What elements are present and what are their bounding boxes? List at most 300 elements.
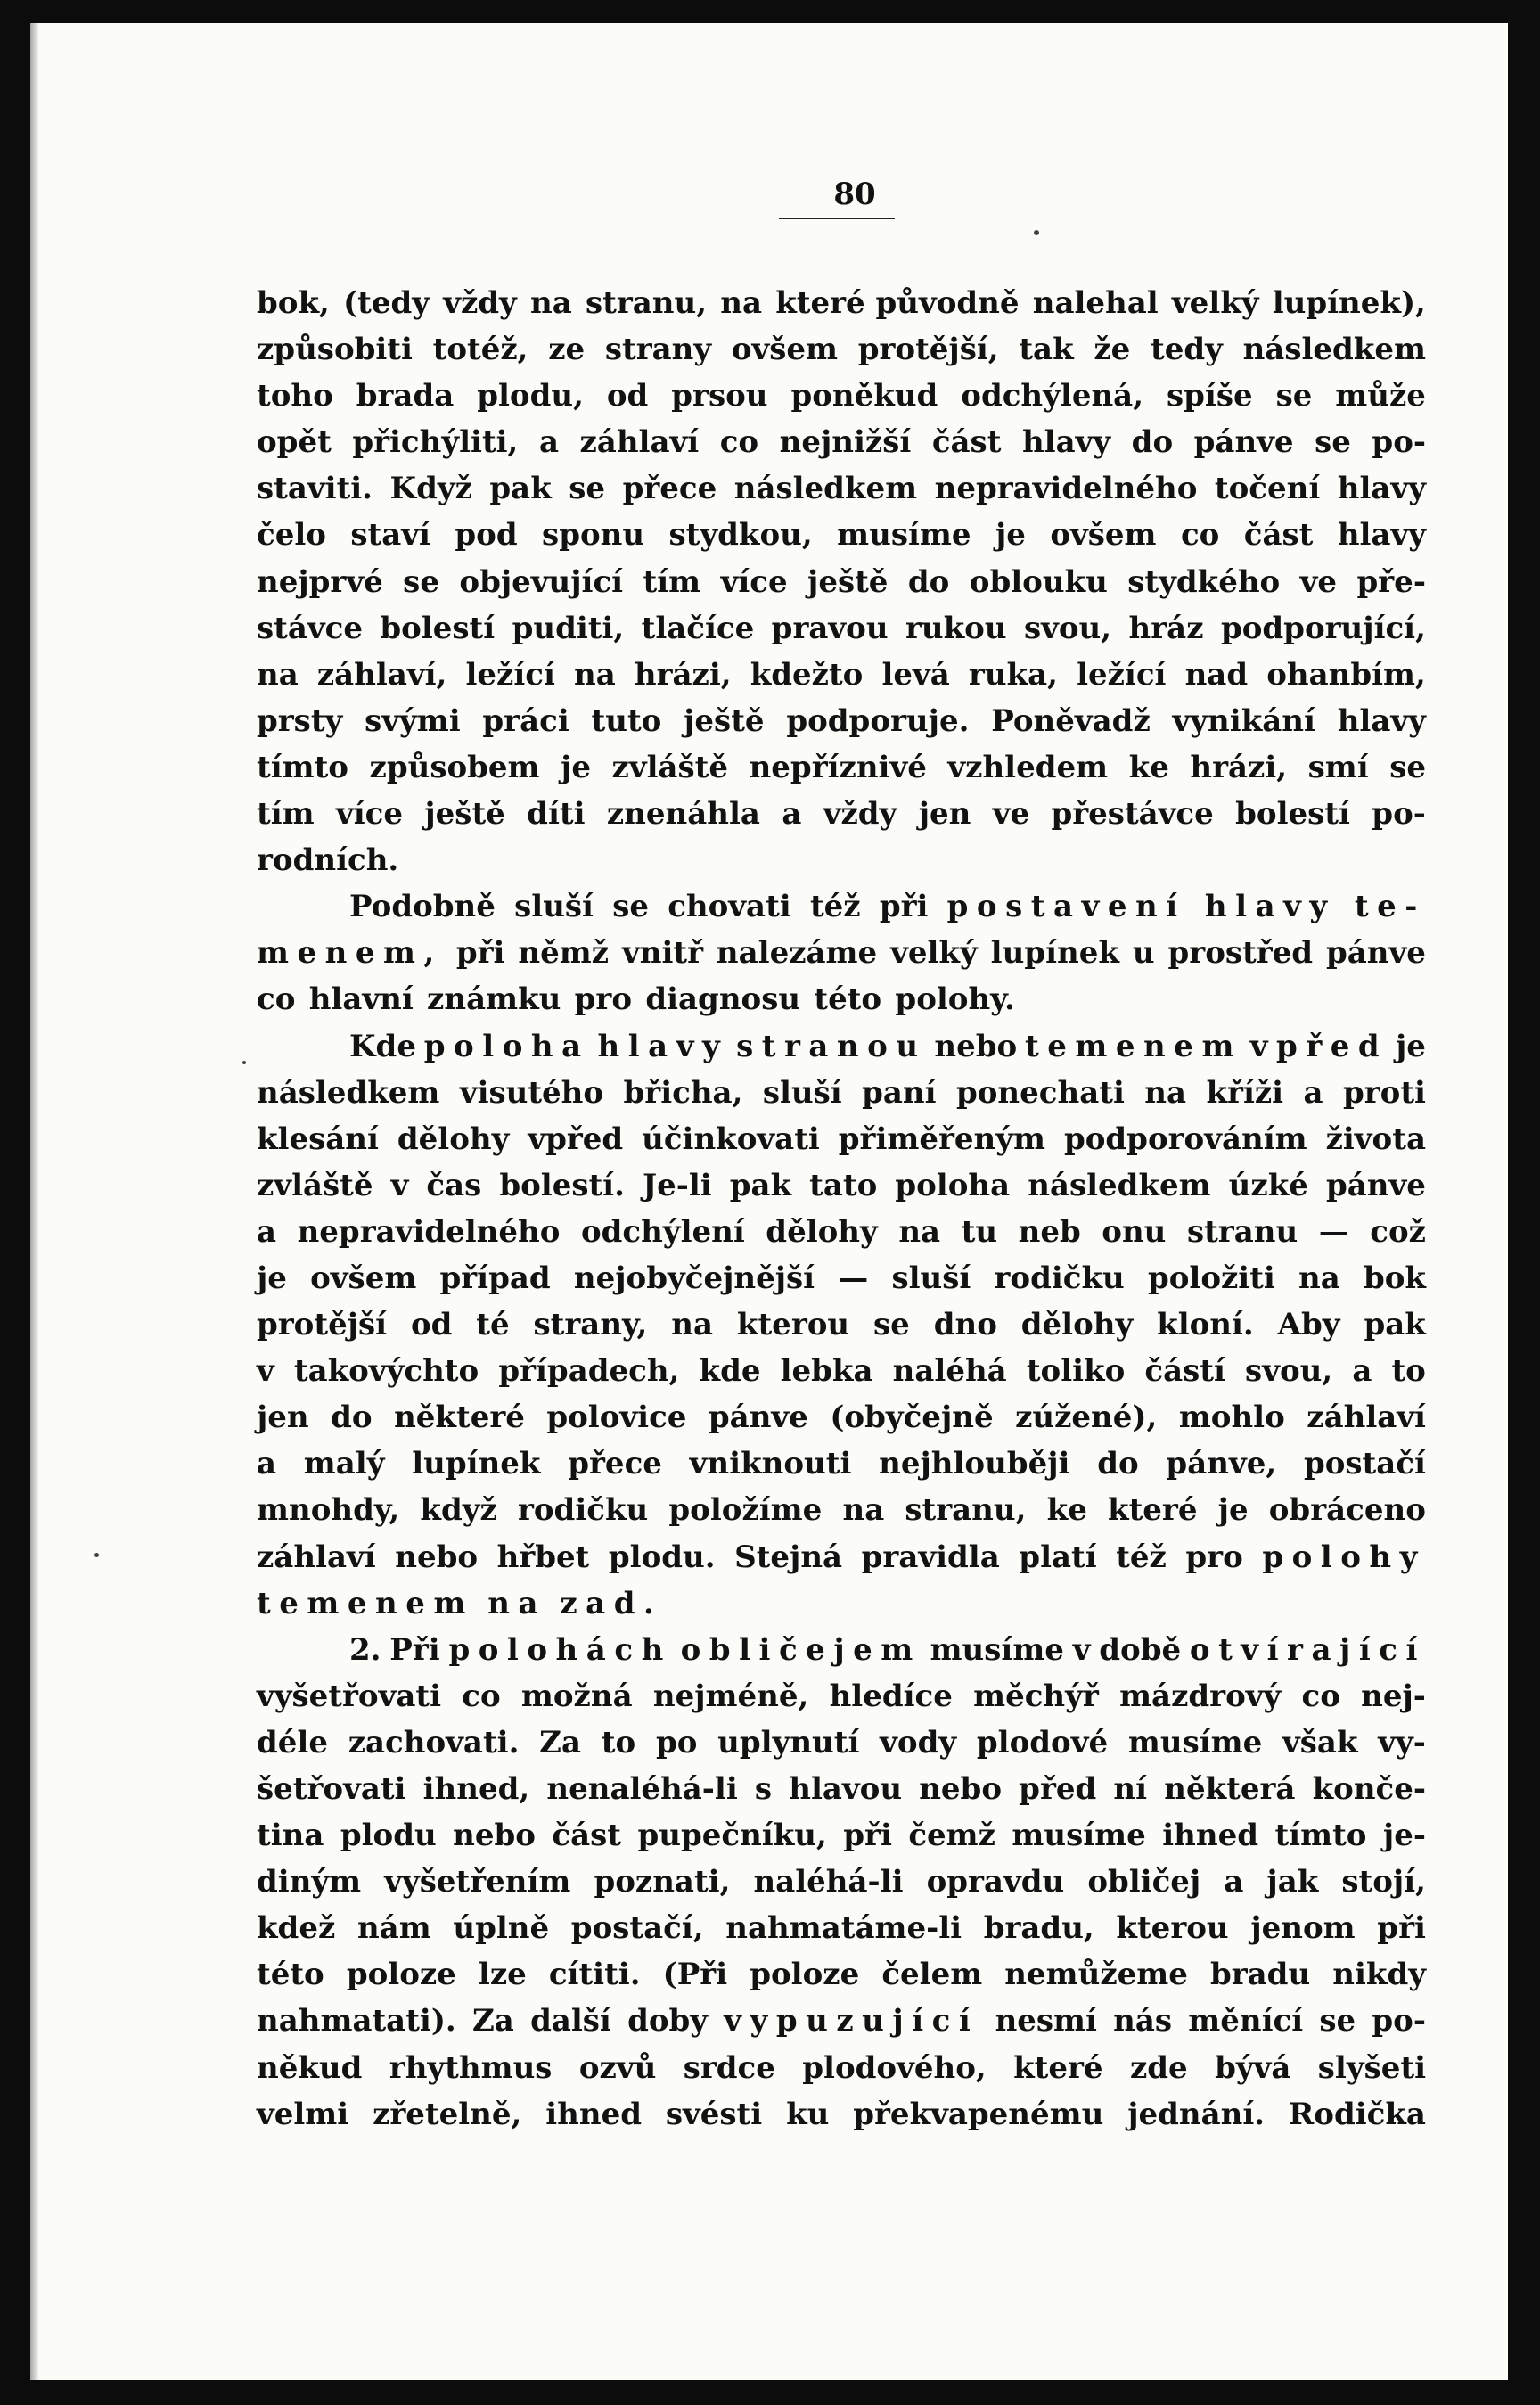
word: kříži	[1206, 1074, 1284, 1111]
word: platí	[1019, 1539, 1097, 1575]
word: velký	[1171, 285, 1259, 321]
body-text	[257, 280, 1426, 2138]
word: pře-	[1356, 563, 1426, 600]
word: vždy	[823, 796, 897, 833]
text-line	[257, 1951, 1426, 1998]
word: nejnižší	[779, 424, 912, 461]
word: měnící	[1188, 2003, 1304, 2040]
word: možná	[520, 1678, 633, 1714]
word: prsou	[671, 378, 768, 415]
word: tuto	[591, 702, 662, 739]
word: způsobiti	[257, 332, 413, 368]
text-line	[257, 373, 1426, 419]
word: položíme	[668, 1492, 823, 1529]
word: mnohdy,	[257, 1492, 400, 1529]
word: ohanbím,	[1266, 656, 1426, 693]
text-line	[257, 1905, 1426, 1951]
word: nás	[1113, 2003, 1173, 2040]
word: visutého	[459, 1074, 604, 1111]
text-line	[257, 1812, 1426, 1859]
word: této	[814, 981, 882, 1018]
word: hlavní	[308, 981, 414, 1018]
word: zúžené),	[1015, 1399, 1158, 1436]
word: odchýlení	[580, 1213, 745, 1250]
word: bolestí.	[499, 1167, 625, 1203]
word: někud	[257, 2049, 363, 2086]
word: známku	[427, 981, 561, 1018]
word: lupínek	[990, 935, 1119, 972]
word: Při	[389, 1631, 440, 1668]
word: část	[552, 1818, 622, 1854]
word: mohlo	[1178, 1399, 1285, 1436]
word: hlavy	[1021, 424, 1111, 461]
word: oblouku	[969, 563, 1108, 600]
dust-speck	[1034, 230, 1039, 235]
word: te-	[1354, 889, 1426, 925]
word: odchýlená,	[961, 378, 1144, 415]
word: které	[1108, 1492, 1198, 1529]
word: hrázi,	[634, 656, 732, 693]
text-line	[257, 1766, 1426, 1812]
word: tím	[257, 796, 315, 833]
word: se	[1389, 749, 1426, 785]
word: době	[1099, 1631, 1182, 1668]
word: překvapenému	[853, 2096, 1104, 2132]
word: stávce	[257, 610, 363, 646]
word: postavení	[946, 889, 1186, 925]
word: menem,	[257, 935, 443, 972]
word: nad	[1184, 656, 1249, 693]
word: ještě	[807, 563, 889, 600]
word: velmi	[257, 2096, 349, 2132]
word: polovice	[546, 1399, 687, 1436]
word: objevující	[459, 563, 624, 600]
word: a	[257, 1446, 277, 1482]
word: díti	[527, 796, 586, 833]
word: čas	[426, 1167, 482, 1203]
word: je	[561, 749, 591, 785]
text-line	[257, 1116, 1426, 1162]
word: pak	[729, 1167, 792, 1203]
word: vniknouti	[689, 1446, 852, 1482]
word: stranu,	[905, 1492, 1027, 1529]
word: ležící	[1077, 656, 1167, 693]
word: nám	[356, 1910, 431, 1947]
text-line	[257, 1441, 1426, 1487]
word: po-	[1372, 424, 1426, 461]
word: (tedy	[343, 285, 430, 321]
word: stydkého	[1127, 563, 1281, 600]
word: puditi,	[512, 610, 625, 646]
word: pravidla	[861, 1539, 1000, 1575]
text-line	[257, 837, 1426, 883]
text-line	[257, 559, 1426, 605]
word: vypuzující	[724, 2003, 979, 2040]
word: pánve	[1193, 424, 1294, 461]
word: čelo	[257, 517, 326, 554]
word: obráceno	[1268, 1492, 1426, 1529]
word: svými	[365, 702, 461, 739]
word: ruka,	[968, 656, 1058, 693]
word: ihned	[545, 2096, 643, 2132]
word: podporováním	[1063, 1120, 1307, 1157]
word: stydkou,	[668, 517, 813, 554]
word: úzké	[1228, 1167, 1308, 1203]
book-page	[30, 23, 1508, 2380]
text-line	[257, 652, 1426, 698]
word: při	[879, 889, 929, 925]
word: dno	[933, 1307, 997, 1343]
word: kdežto	[750, 656, 864, 693]
word: sluší	[762, 1074, 842, 1111]
word: hlavy	[1204, 889, 1336, 925]
text-line	[257, 1673, 1426, 1720]
word: v	[257, 1353, 274, 1390]
word: pak	[489, 471, 552, 507]
word: strany	[604, 332, 712, 368]
word: Stejná	[734, 1539, 843, 1575]
text-line	[257, 419, 1426, 465]
text-line	[257, 791, 1426, 837]
word: proti	[1342, 1074, 1426, 1111]
word: bolestí	[380, 610, 496, 646]
word: Za	[471, 2003, 514, 2040]
word: následkem	[1242, 332, 1426, 368]
word: stranu	[1186, 1213, 1298, 1250]
word: pod	[455, 517, 518, 554]
text-line	[257, 1487, 1426, 1533]
word: vyšetřovati	[257, 1678, 441, 1714]
word: rhythmus	[389, 2049, 553, 2086]
word: práci	[482, 702, 569, 739]
word: to	[1391, 1353, 1426, 1390]
word: Kde	[349, 1028, 416, 1064]
word: ponechati	[955, 1074, 1125, 1111]
word: je	[995, 517, 1026, 554]
text-line	[257, 1534, 1426, 1580]
word: hrázi,	[1190, 749, 1288, 785]
word: levá	[881, 656, 950, 693]
word: ihned,	[422, 1771, 530, 1807]
word: nepříznivé	[749, 749, 927, 785]
word: prostřed	[1167, 935, 1314, 972]
word: bok	[1363, 1260, 1426, 1296]
word: zvláště	[257, 1167, 373, 1203]
word: nebo	[453, 1818, 536, 1854]
text-line	[257, 1070, 1426, 1116]
word: velký	[890, 935, 978, 972]
word: stranu,	[585, 285, 708, 321]
word: ovšem	[731, 332, 839, 368]
word: tímto	[1274, 1818, 1367, 1854]
word: temenem	[257, 1585, 474, 1621]
word: od	[410, 1307, 453, 1343]
word: částí	[1144, 1353, 1225, 1390]
word: plodové	[976, 1724, 1109, 1761]
word: (obyčejně	[830, 1399, 994, 1436]
word: jenom	[1250, 1910, 1356, 1947]
word: spíše	[1167, 378, 1253, 415]
text-line	[257, 1627, 1426, 1673]
word: ozvů	[578, 2049, 657, 2086]
dust-speck	[94, 1553, 99, 1557]
word: však	[1282, 1724, 1358, 1761]
word: následkem	[733, 471, 918, 507]
word: nebo	[395, 1539, 479, 1575]
word: života	[1325, 1120, 1426, 1157]
word: při	[843, 1818, 892, 1854]
word: na	[1144, 1074, 1187, 1111]
word: ovšem	[310, 1260, 417, 1296]
text-line	[257, 1301, 1426, 1348]
word: podporující,	[1220, 610, 1426, 646]
word: pupečníku,	[637, 1818, 827, 1854]
word: a	[538, 424, 559, 461]
word: se	[1315, 424, 1351, 461]
text-line	[257, 1998, 1426, 2044]
word: vždy	[443, 285, 517, 321]
word: v	[390, 1167, 409, 1203]
word: totéž,	[432, 332, 528, 368]
word: tato	[809, 1167, 878, 1203]
word: hledíce	[829, 1678, 953, 1714]
word: a	[1224, 1864, 1244, 1900]
word: 2.	[349, 1631, 381, 1668]
word: Podobně	[349, 889, 496, 925]
word: klesání	[257, 1120, 379, 1157]
text-line	[257, 1859, 1426, 1905]
word: nebo	[919, 1771, 1003, 1807]
word: vy-	[1378, 1724, 1426, 1761]
word: na	[842, 1492, 885, 1529]
word: nalehal	[1032, 285, 1159, 321]
word: polohy.	[895, 981, 1015, 1018]
word: následkem	[257, 1074, 440, 1111]
word: rukou	[905, 610, 1007, 646]
word: zad.	[560, 1585, 663, 1621]
word: obličej	[1087, 1864, 1201, 1900]
word: nebo	[934, 1028, 1018, 1064]
text-line	[257, 1394, 1426, 1441]
word: opravdu	[926, 1864, 1065, 1900]
word: poloze	[750, 1957, 860, 1993]
word: jen	[257, 1399, 309, 1436]
word: a	[257, 1213, 277, 1250]
word: se	[1319, 2003, 1356, 2040]
word: musíme	[1127, 1724, 1263, 1761]
word: pánve,	[1166, 1446, 1277, 1482]
word: stojí,	[1341, 1864, 1426, 1900]
word: do	[1131, 424, 1174, 461]
word: hráz	[1128, 610, 1204, 646]
word: pro	[1185, 1539, 1243, 1575]
word: záhlaví,	[316, 656, 447, 693]
text-line	[257, 976, 1426, 1022]
word: svou,	[1023, 610, 1112, 646]
word: hlavy	[1337, 517, 1426, 554]
word: nalezáme	[716, 935, 878, 972]
word: jednání.	[1127, 2096, 1266, 2132]
text-line	[257, 1023, 1426, 1070]
word: (Při	[662, 1957, 728, 1993]
word: ležící	[465, 656, 555, 693]
word: naléhá	[892, 1353, 1007, 1390]
word: co	[1180, 517, 1220, 554]
word: které	[1013, 2049, 1103, 2086]
word: ní	[1113, 1771, 1148, 1807]
word: lupínek	[412, 1446, 541, 1482]
word: přiměřeným	[838, 1120, 1045, 1157]
word: pak	[1364, 1307, 1426, 1343]
word: vpřed	[528, 1120, 624, 1157]
word: nejhlouběji	[879, 1446, 1070, 1482]
word: břicha,	[623, 1074, 743, 1111]
word: co	[257, 981, 296, 1018]
word: hlavy	[1337, 471, 1426, 507]
word: hlavou	[789, 1771, 903, 1807]
word: které původně	[775, 285, 1020, 321]
word: diagnosu	[645, 981, 801, 1018]
word: se	[612, 889, 649, 925]
word: pro	[574, 981, 633, 1018]
word: pravou	[771, 610, 889, 646]
word: toho	[257, 378, 333, 415]
word: s	[754, 1771, 773, 1807]
word: stranou	[736, 1028, 927, 1064]
word: tím	[643, 563, 701, 600]
word: po	[655, 1724, 698, 1761]
word: cítiti.	[548, 1957, 641, 1993]
word: při	[1377, 1910, 1426, 1947]
word: protější	[257, 1307, 388, 1343]
word: musíme	[837, 517, 971, 554]
word: pánve	[708, 1399, 808, 1436]
word: záhlaví	[579, 424, 700, 461]
word: toliko	[1026, 1353, 1126, 1390]
dust-speck	[242, 1061, 246, 1064]
word: nejprvé	[257, 563, 383, 600]
word: onu	[1102, 1213, 1167, 1250]
word: na	[898, 1213, 941, 1250]
word: lupínek),	[1272, 285, 1426, 321]
word: kterou	[736, 1307, 850, 1343]
word: naléhá-li	[753, 1864, 904, 1900]
word: poloha	[423, 1028, 590, 1064]
word: tak	[1019, 332, 1074, 368]
text-line	[257, 930, 1426, 976]
word: neb	[1018, 1213, 1081, 1250]
word: bradu	[1209, 1957, 1311, 1993]
word: bolestí	[1235, 796, 1350, 833]
word: čemž	[908, 1818, 995, 1854]
word: lze	[478, 1957, 527, 1993]
word: může	[1335, 378, 1426, 415]
word: vody	[880, 1724, 957, 1761]
word: přestávce	[1051, 796, 1214, 833]
word: plodu,	[477, 378, 584, 415]
word: do	[907, 563, 950, 600]
word: měchýř	[973, 1678, 1099, 1714]
word: některá	[1164, 1771, 1296, 1807]
word: další	[530, 2003, 611, 2040]
word: šetřovati	[257, 1771, 406, 1807]
word: podporuje.	[786, 702, 970, 739]
word: že	[1094, 332, 1131, 368]
word: srdce	[683, 2049, 775, 2086]
word: poněkud	[790, 378, 938, 415]
word: lebka	[780, 1353, 873, 1390]
word: rodičku	[517, 1492, 649, 1529]
word: to	[601, 1724, 636, 1761]
word: hřbet	[496, 1539, 590, 1575]
word: dělohy	[766, 1213, 878, 1250]
word: nikdy	[1332, 1957, 1426, 1993]
word: vynikání	[1172, 702, 1315, 739]
word: takovýchto	[293, 1353, 479, 1390]
word: hlavy	[1337, 702, 1426, 739]
word: zde	[1129, 2049, 1188, 2086]
word: nepravidelného	[934, 471, 1198, 507]
word: kde	[699, 1353, 761, 1390]
word: vnitř	[621, 935, 703, 972]
word: na	[257, 656, 299, 693]
word: čelem	[881, 1957, 983, 1993]
word: opět	[257, 424, 332, 461]
word: část	[1243, 517, 1314, 554]
word: do	[1097, 1446, 1139, 1482]
word: a	[1303, 1074, 1323, 1111]
word: konče-	[1312, 1771, 1426, 1807]
text-line	[257, 2045, 1426, 2091]
word: jak	[1266, 1864, 1319, 1900]
word: od	[606, 378, 649, 415]
word: svésti	[665, 2096, 763, 2132]
word: poloze	[346, 1957, 456, 1993]
word: vzhledem	[947, 749, 1109, 785]
word: plodového,	[802, 2049, 987, 2086]
word: nesmí	[995, 2003, 1097, 2040]
word: strany,	[533, 1307, 648, 1343]
word: znenáhla	[606, 796, 760, 833]
page-number-underline	[779, 218, 895, 219]
word: nahmatati).	[257, 2003, 456, 2040]
word: točení	[1214, 471, 1321, 507]
word: pánve	[1325, 935, 1426, 972]
word: též	[1116, 1539, 1167, 1575]
word: záhlaví	[1307, 1399, 1426, 1436]
word: po-	[1372, 796, 1426, 833]
word: tímto	[257, 749, 348, 785]
word: co	[1301, 1678, 1340, 1714]
word: je	[1396, 1028, 1426, 1064]
word: před	[1019, 1771, 1097, 1807]
word: ke	[1046, 1492, 1087, 1529]
word: postačí	[1303, 1446, 1426, 1482]
word: pánve	[1325, 1167, 1426, 1203]
word: na	[671, 1307, 714, 1343]
word: a	[782, 796, 802, 833]
word: Za	[539, 1724, 582, 1761]
word: se	[403, 563, 439, 600]
word: kloní.	[1157, 1307, 1254, 1343]
word: ve	[992, 796, 1030, 833]
word: nahmatáme-li	[725, 1910, 962, 1947]
word: Rodička	[1289, 2096, 1426, 2132]
text-line	[257, 2091, 1426, 2138]
word: té	[476, 1307, 510, 1343]
word: nejobyčejnější	[573, 1260, 815, 1296]
word: slyšeti	[1317, 2049, 1426, 2086]
